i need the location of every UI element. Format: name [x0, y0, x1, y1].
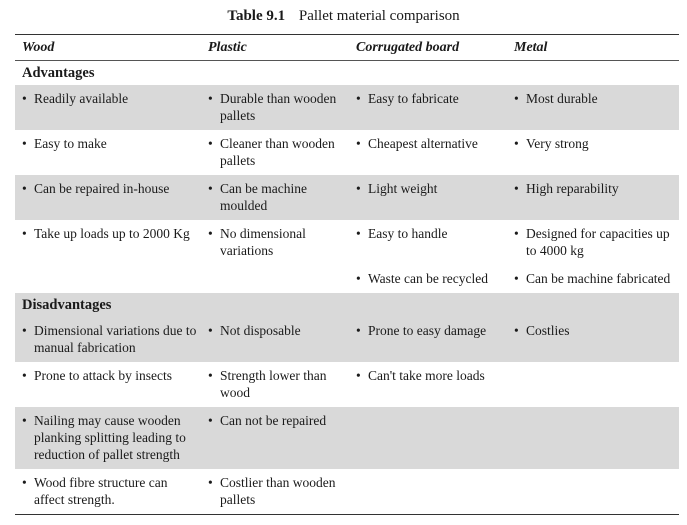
- comparison-table: [15, 34, 679, 515]
- bullet-icon: •: [22, 323, 27, 338]
- bullet-item: [514, 180, 675, 197]
- table-cell: [507, 175, 679, 220]
- bullet-icon: •: [208, 91, 213, 106]
- cell-text: Not disposable: [220, 323, 301, 338]
- table-cell: [349, 362, 507, 407]
- table-cell: [349, 265, 507, 293]
- table-cell: [349, 469, 507, 515]
- table-cell: [201, 85, 349, 130]
- table-cell: [349, 130, 507, 175]
- bullet-item: [514, 90, 675, 107]
- bullet-item: [514, 270, 675, 287]
- bullet-icon: •: [356, 181, 361, 196]
- cell-text: Designed for capacities up to 4000 kg: [526, 226, 670, 258]
- bullet-item: [356, 90, 503, 107]
- bullet-item: [356, 135, 503, 152]
- bullet-item: [208, 180, 345, 214]
- table-row: [15, 469, 679, 515]
- section-row: [15, 293, 679, 317]
- bullet-item: [208, 412, 345, 429]
- header-metal: Metal: [507, 35, 679, 61]
- bullet-icon: •: [208, 226, 213, 241]
- cell-text: Nailing may cause wooden planking splitting leading to reduction of pallet strength: [34, 413, 186, 462]
- table-cell: [15, 265, 201, 293]
- bullet-icon: •: [208, 413, 213, 428]
- bullet-icon: •: [514, 91, 519, 106]
- table-row: [15, 407, 679, 469]
- header-corrugated-board: Corrugated board: [349, 35, 507, 61]
- cell-text: Waste can be recycled: [368, 271, 488, 286]
- bullet-icon: •: [208, 181, 213, 196]
- bullet-icon: •: [22, 91, 27, 106]
- header-row: [15, 35, 679, 61]
- header-plastic: Plastic: [201, 35, 349, 61]
- table-body: [15, 61, 679, 515]
- table-cell: [349, 317, 507, 362]
- bullet-icon: •: [22, 475, 27, 490]
- header-wood: Wood: [15, 35, 201, 61]
- bullet-icon: •: [356, 226, 361, 241]
- table-cell: [201, 469, 349, 515]
- bullet-icon: •: [22, 226, 27, 241]
- table-cell: [349, 220, 507, 265]
- table-title: Pallet material comparison: [298, 8, 460, 24]
- bullet-icon: •: [208, 475, 213, 490]
- bullet-item: [22, 474, 197, 508]
- cell-text: Can be machine fabricated: [526, 271, 671, 286]
- bullet-icon: •: [356, 368, 361, 383]
- bullet-icon: •: [356, 136, 361, 151]
- cell-text: Can be machine moulded: [220, 181, 307, 213]
- bullet-icon: •: [356, 323, 361, 338]
- cell-text: Strength lower than wood: [220, 368, 327, 400]
- bullet-item: [514, 135, 675, 152]
- table-row: [15, 220, 679, 265]
- bullet-icon: •: [514, 323, 519, 338]
- cell-text: Easy to make: [34, 136, 107, 151]
- bullet-icon: •: [356, 271, 361, 286]
- table-row: [15, 265, 679, 293]
- bullet-item: [22, 135, 197, 152]
- table-cell: [201, 130, 349, 175]
- bullet-item: [208, 474, 345, 508]
- bullet-icon: •: [514, 181, 519, 196]
- bullet-item: [22, 90, 197, 107]
- bullet-item: [514, 322, 675, 339]
- table-row: [15, 130, 679, 175]
- table-cell: [201, 407, 349, 469]
- cell-text: Cleaner than wooden pallets: [220, 136, 335, 168]
- cell-text: No dimensional variations: [220, 226, 306, 258]
- cell-text: Can be repaired in-house: [34, 181, 170, 196]
- table-cell: [507, 130, 679, 175]
- table-cell: [15, 130, 201, 175]
- cell-text: Take up loads up to 2000 Kg: [34, 226, 190, 241]
- bullet-icon: •: [514, 226, 519, 241]
- cell-text: Prone to easy damage: [368, 323, 487, 338]
- table-cell: [15, 362, 201, 407]
- table-cell: [507, 220, 679, 265]
- table-row: [15, 85, 679, 130]
- table-row: [15, 362, 679, 407]
- table-cell: [201, 220, 349, 265]
- cell-text: Dimensional variations due to manual fabrication: [34, 323, 197, 355]
- table-cell: [507, 85, 679, 130]
- table-cell: [201, 265, 349, 293]
- bullet-icon: •: [22, 181, 27, 196]
- table-cell: [15, 469, 201, 515]
- table-cell: [507, 362, 679, 407]
- bullet-icon: •: [208, 323, 213, 338]
- table-cell: [507, 317, 679, 362]
- bullet-icon: •: [22, 413, 27, 428]
- bullet-item: [22, 322, 197, 356]
- bullet-icon: •: [208, 136, 213, 151]
- bullet-item: [22, 180, 197, 197]
- section-title: Advantages: [22, 65, 95, 81]
- table-cell: [507, 407, 679, 469]
- bullet-icon: •: [208, 368, 213, 383]
- bullet-item: [22, 225, 197, 242]
- table-cell: [349, 407, 507, 469]
- section-row: [15, 61, 679, 86]
- table-cell: [201, 175, 349, 220]
- table-cell: [201, 362, 349, 407]
- cell-text: Very strong: [526, 136, 589, 151]
- bullet-item: [208, 90, 345, 124]
- bullet-item: [356, 367, 503, 384]
- table-caption: [0, 8, 687, 25]
- table-cell: [507, 265, 679, 293]
- table-cell: [15, 317, 201, 362]
- cell-text: Costlier than wooden pallets: [220, 475, 336, 507]
- table-cell: [15, 175, 201, 220]
- bullet-item: [208, 225, 345, 259]
- table-cell: [201, 317, 349, 362]
- cell-text: Costlies: [526, 323, 570, 338]
- cell-text: Light weight: [368, 181, 438, 196]
- bullet-item: [356, 225, 503, 242]
- cell-text: Durable than wooden pallets: [220, 91, 337, 123]
- cell-text: High reparability: [526, 181, 619, 196]
- table-cell: [15, 220, 201, 265]
- bullet-item: [356, 270, 503, 287]
- table-row: [15, 317, 679, 362]
- bullet-item: [208, 322, 345, 339]
- cell-text: Most durable: [526, 91, 598, 106]
- table-cell: [15, 85, 201, 130]
- table-cell: [349, 85, 507, 130]
- bullet-icon: •: [514, 136, 519, 151]
- cell-text: Readily available: [34, 91, 129, 106]
- bullet-icon: •: [22, 136, 27, 151]
- bullet-icon: •: [356, 91, 361, 106]
- bullet-item: [22, 367, 197, 384]
- table-cell: [349, 175, 507, 220]
- cell-text: Wood fibre structure can affect strength.: [34, 475, 168, 507]
- table-cell: [507, 469, 679, 515]
- bullet-item: [22, 412, 197, 463]
- table-cell: [15, 407, 201, 469]
- cell-text: Can't take more loads: [368, 368, 485, 383]
- bullet-item: [356, 322, 503, 339]
- cell-text: Prone to attack by insects: [34, 368, 172, 383]
- bullet-item: [208, 367, 345, 401]
- cell-text: Cheapest alternative: [368, 136, 478, 151]
- cell-text: Can not be repaired: [220, 413, 327, 428]
- bullet-item: [208, 135, 345, 169]
- cell-text: Easy to fabricate: [368, 91, 459, 106]
- bullet-item: [356, 180, 503, 197]
- section-title: Disadvantages: [15, 293, 679, 317]
- table-number: Table 9.1: [227, 8, 286, 24]
- bullet-icon: •: [22, 368, 27, 383]
- bullet-icon: •: [514, 271, 519, 286]
- cell-text: Easy to handle: [368, 226, 448, 241]
- bullet-item: [514, 225, 675, 259]
- table-row: [15, 175, 679, 220]
